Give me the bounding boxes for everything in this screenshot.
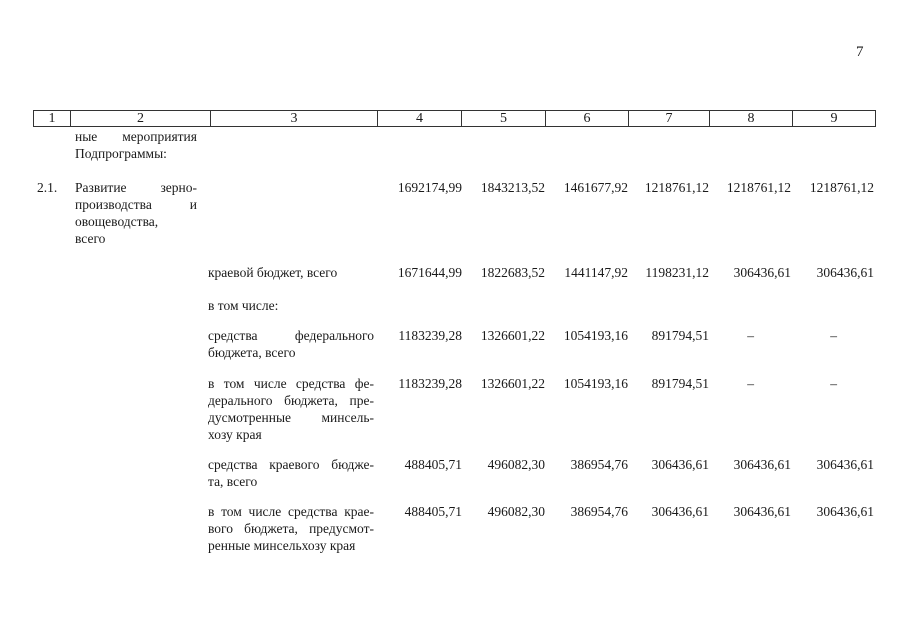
value-cell: 306436,61 bbox=[733, 457, 791, 472]
value-cell: – bbox=[747, 328, 754, 343]
source-label: в том числе средства крае- bbox=[208, 504, 374, 519]
value-cell: 1183239,28 bbox=[398, 328, 462, 343]
value-cell: 306436,61 bbox=[651, 457, 709, 472]
value-cell: 891794,51 bbox=[651, 328, 709, 343]
value-cell: 488405,71 bbox=[404, 504, 462, 519]
source-label: краевой бюджет, всего bbox=[208, 265, 338, 280]
value-cell: 306436,61 bbox=[816, 504, 874, 519]
column-number-cell: 5 bbox=[462, 111, 546, 127]
column-number-cell: 9 bbox=[793, 111, 876, 127]
item-name-line: Развитие зерно- bbox=[75, 180, 197, 195]
value-cell: 496082,30 bbox=[487, 457, 545, 472]
value-cell: 1218761,12 bbox=[726, 180, 791, 195]
value-cell: – bbox=[830, 376, 837, 391]
source-label: средства федерального bbox=[208, 328, 374, 343]
value-cell: 1441147,92 bbox=[564, 265, 628, 280]
value-cell: 1054193,16 bbox=[563, 376, 628, 391]
value-cell: 1198231,12 bbox=[645, 265, 709, 280]
value-cell: – bbox=[747, 376, 754, 391]
value-cell: 1326601,22 bbox=[480, 328, 545, 343]
column-number-cell: 7 bbox=[629, 111, 710, 127]
value-cell: 488405,71 bbox=[404, 457, 462, 472]
source-label: бюджета, всего bbox=[208, 345, 296, 360]
source-label: хозу края bbox=[208, 427, 262, 442]
value-cell: 1218761,12 bbox=[644, 180, 709, 195]
source-label: средства краевого бюдже- bbox=[208, 457, 374, 472]
column-number-header bbox=[33, 110, 876, 127]
source-label: в том числе средства фе- bbox=[208, 376, 374, 391]
column-number-cell: 1 bbox=[34, 111, 71, 127]
value-cell: 1183239,28 bbox=[398, 376, 462, 391]
value-cell: 1461677,92 bbox=[563, 180, 628, 195]
source-label: дерального бюджета, пре- bbox=[208, 393, 374, 408]
source-label: в том числе: bbox=[208, 298, 279, 313]
column-number-cell: 4 bbox=[378, 111, 462, 127]
value-cell: 1843213,52 bbox=[480, 180, 545, 195]
item-code: 2.1. bbox=[37, 180, 58, 195]
value-cell: 1671644,99 bbox=[397, 265, 462, 280]
value-cell: 1822683,52 bbox=[480, 265, 545, 280]
value-cell: 1326601,22 bbox=[480, 376, 545, 391]
continuation-line: Подпрограммы: bbox=[75, 146, 167, 161]
item-name-line: производства и bbox=[75, 197, 197, 212]
source-label: дусмотренные минсель- bbox=[208, 410, 374, 425]
value-cell: 306436,61 bbox=[816, 265, 874, 280]
value-cell: 306436,61 bbox=[733, 265, 791, 280]
item-name-line: всего bbox=[75, 231, 106, 246]
value-cell: 1692174,99 bbox=[397, 180, 462, 195]
value-cell: 891794,51 bbox=[651, 376, 709, 391]
value-cell: – bbox=[830, 328, 837, 343]
continuation-line: ные мероприятия bbox=[75, 129, 197, 144]
value-cell: 386954,76 bbox=[570, 504, 628, 519]
value-cell: 306436,61 bbox=[816, 457, 874, 472]
value-cell: 306436,61 bbox=[733, 504, 791, 519]
source-label: та, всего bbox=[208, 474, 258, 489]
value-cell: 496082,30 bbox=[487, 504, 545, 519]
column-number-cell: 8 bbox=[710, 111, 793, 127]
source-label: вого бюджета, предусмот- bbox=[208, 521, 374, 536]
column-number-cell: 2 bbox=[71, 111, 211, 127]
source-label: ренные минсельхозу края bbox=[208, 538, 356, 553]
page-number: 7 bbox=[856, 44, 864, 60]
value-cell: 386954,76 bbox=[570, 457, 628, 472]
column-number-cell: 6 bbox=[546, 111, 629, 127]
value-cell: 306436,61 bbox=[651, 504, 709, 519]
value-cell: 1054193,16 bbox=[563, 328, 628, 343]
item-name-line: овощеводства, bbox=[75, 214, 159, 229]
column-number-cell: 3 bbox=[211, 111, 378, 127]
value-cell: 1218761,12 bbox=[809, 180, 874, 195]
